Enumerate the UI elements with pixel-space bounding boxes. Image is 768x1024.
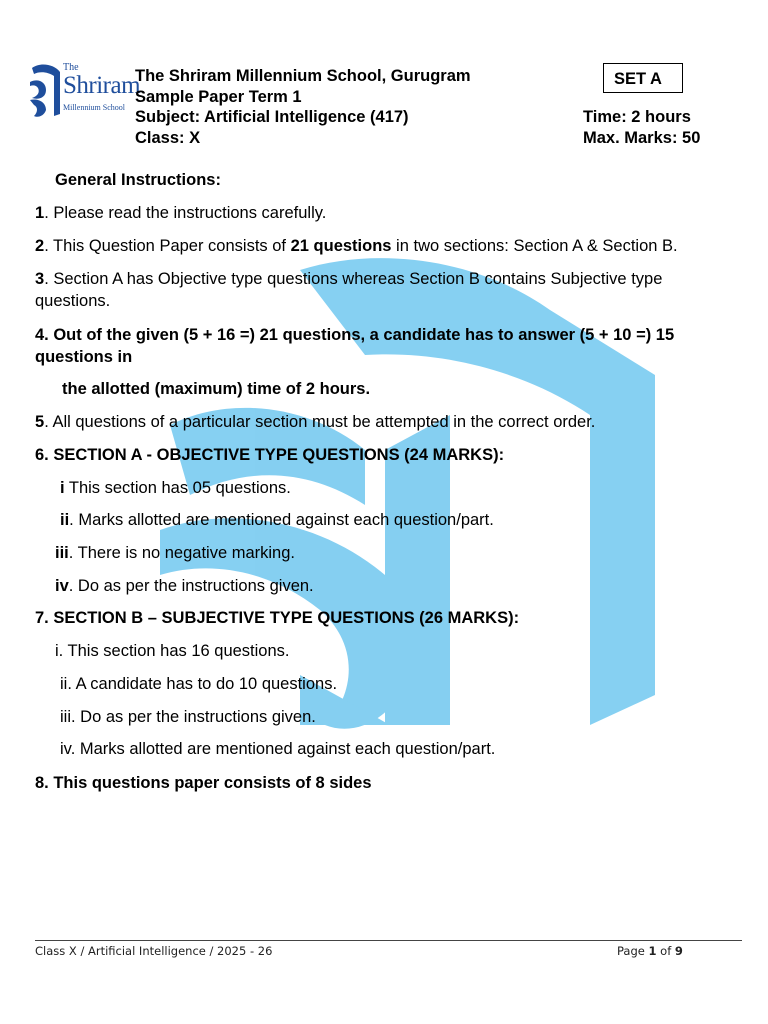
section-a-item-1 xyxy=(60,478,291,498)
instruction-4-line-2: questions in xyxy=(35,348,133,366)
instruction-text: . This Question Paper consists of xyxy=(44,237,291,255)
instruction-3 xyxy=(35,268,735,312)
shri-emblem-icon xyxy=(28,60,62,118)
instruction-number: 5 xyxy=(35,413,45,431)
page-number xyxy=(617,944,683,958)
item-text: . There is no negative marking. xyxy=(68,544,295,562)
header-left xyxy=(135,66,471,148)
instruction-text: . Please read the instructions carefully. xyxy=(44,204,327,222)
max-marks-line: Max. Marks: 50 xyxy=(583,128,701,147)
class-line: Class: X xyxy=(135,128,201,147)
section-b-item-4: iv. Marks allotted are mentioned against each question/part. xyxy=(60,740,496,758)
instruction-8: 8. This questions paper consists of 8 sides xyxy=(35,774,372,792)
page-word: Page xyxy=(617,944,649,958)
of-word: of xyxy=(656,944,675,958)
section-a-item-4 xyxy=(55,576,314,596)
logo-shriram: Shriram xyxy=(63,72,141,99)
footer-divider xyxy=(35,940,742,941)
paper-title: Sample Paper Term 1 xyxy=(135,87,302,106)
logo-the: The xyxy=(63,62,79,73)
section-b-title: 7. SECTION B – SUBJECTIVE TYPE QUESTIONS (26 MARKS): xyxy=(35,609,520,627)
item-text: This section has 05 questions. xyxy=(64,479,291,497)
section-a-item-2 xyxy=(60,510,494,530)
instruction-2 xyxy=(35,236,678,256)
section-b-item-1: i. This section has 16 questions. xyxy=(55,642,290,660)
instruction-4-line-3: the allotted (maximum) time of 2 hours. xyxy=(62,380,371,398)
logo-subtitle: Millennium School xyxy=(63,103,125,112)
instruction-text: . Section A has Objective type questions whereas Section B contains Subjective type questions. xyxy=(35,270,663,310)
school-logo xyxy=(28,60,141,122)
item-number: ii xyxy=(60,511,70,529)
item-number: i xyxy=(60,479,65,497)
instructions-heading: General Instructions: xyxy=(55,171,221,189)
section-a-title: 6. SECTION A - OBJECTIVE TYPE QUESTIONS (24 MARKS): xyxy=(35,446,505,464)
instruction-5 xyxy=(35,412,595,432)
subject-line: Subject: Artificial Intelligence (417) xyxy=(135,108,409,126)
school-name: The Shriram Millennium School, Gurugram xyxy=(135,67,471,85)
time-line: Time: 2 hours xyxy=(583,108,691,126)
instruction-emphasis: 21 questions xyxy=(290,237,392,255)
section-b-item-3: iii. Do as per the instructions given. xyxy=(60,708,316,726)
current-page: 1 xyxy=(648,944,657,958)
section-a-item-3 xyxy=(55,543,295,563)
instruction-4-line-1: 4. Out of the given (5 + 16 =) 21 questions, a candidate has to answer (5 + 10 =) 15 xyxy=(35,326,675,344)
item-number: iv xyxy=(55,577,69,595)
item-number: iii xyxy=(55,544,69,562)
set-badge: SET A xyxy=(603,63,683,93)
item-text: . Marks allotted are mentioned against each question/part. xyxy=(69,511,494,529)
total-pages: 9 xyxy=(674,944,683,958)
instruction-text-end: in two sections: Section A & Section B. xyxy=(391,237,678,255)
instruction-number: 3 xyxy=(35,270,45,288)
section-b-item-2: ii. A candidate has to do 10 questions. xyxy=(60,675,338,693)
item-text: . Do as per the instructions given. xyxy=(68,577,314,595)
instruction-number: 2 xyxy=(35,237,45,255)
header-right xyxy=(583,107,700,148)
instruction-number: 1 xyxy=(35,204,45,222)
footer-left-text: Class X / Artificial Intelligence / 2025 - 26 xyxy=(35,944,273,958)
instruction-text: . All questions of a particular section must be attempted in the correct order. xyxy=(44,413,596,431)
instruction-1 xyxy=(35,203,326,223)
